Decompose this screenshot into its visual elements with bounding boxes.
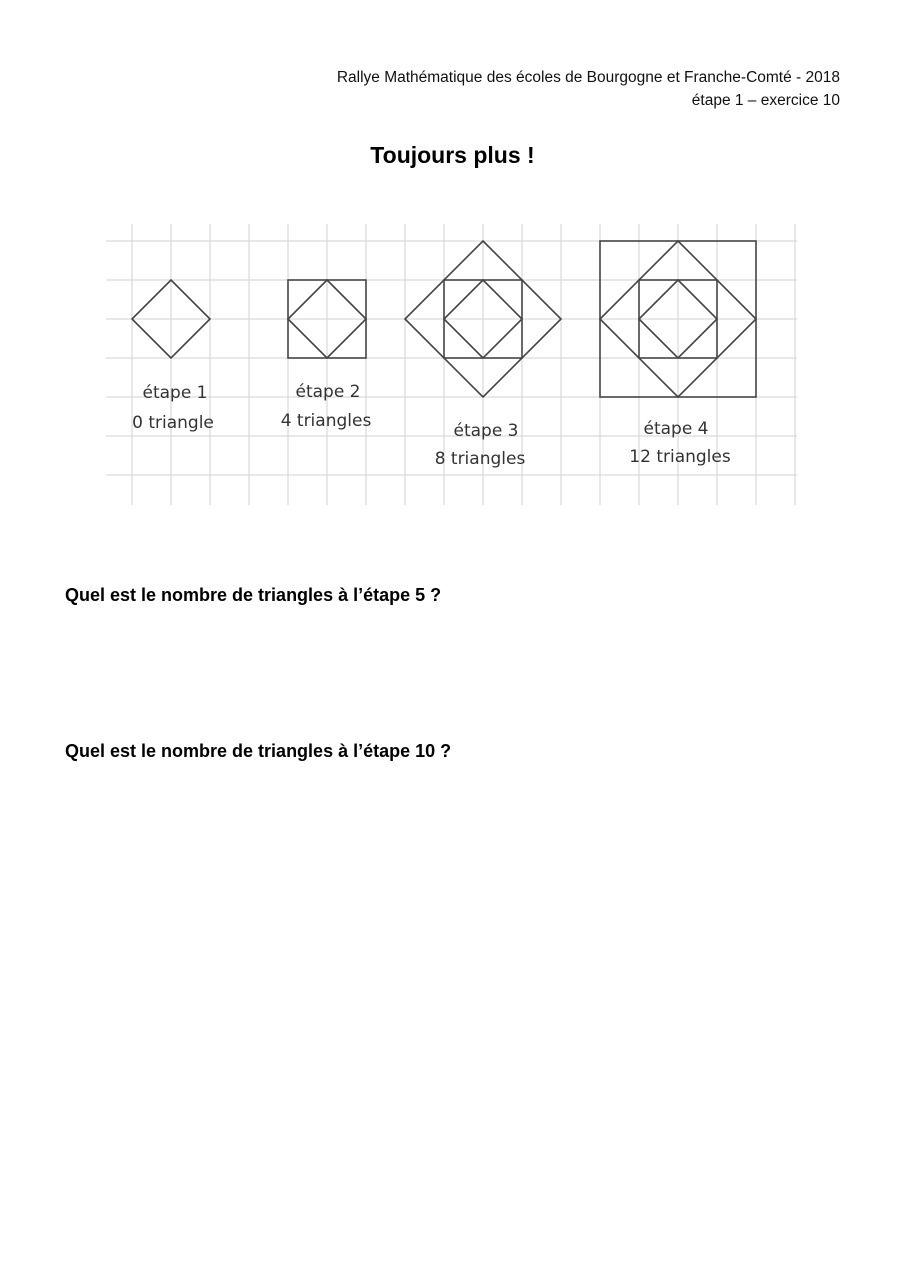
step-3-count: 8 triangles	[434, 449, 526, 469]
step-1-count: 0 triangle	[132, 413, 214, 433]
step-4-label: étape 4	[643, 419, 709, 439]
step-4-count: 12 triangles	[629, 447, 731, 467]
page-title: Toujours plus !	[370, 142, 535, 168]
step-1-label: étape 1	[142, 383, 208, 403]
grid-figure-svg	[104, 222, 798, 507]
question-step-5: Quel est le nombre de triangles à l’étape 5 ?	[65, 585, 442, 605]
question-step-10: Quel est le nombre de triangles à l’étape 10 ?	[65, 741, 452, 761]
step-2-count: 4 triangles	[280, 411, 372, 431]
header-line-1: Rallye Mathématique des écoles de Bourgogne et Franche-Comté - 2018	[336, 69, 840, 86]
header-line-2: étape 1 – exercice 10	[691, 92, 840, 109]
step-2-label: étape 2	[295, 382, 361, 402]
grid-figure	[104, 222, 798, 507]
step-3-label: étape 3	[453, 421, 519, 441]
document-header	[337, 66, 840, 112]
